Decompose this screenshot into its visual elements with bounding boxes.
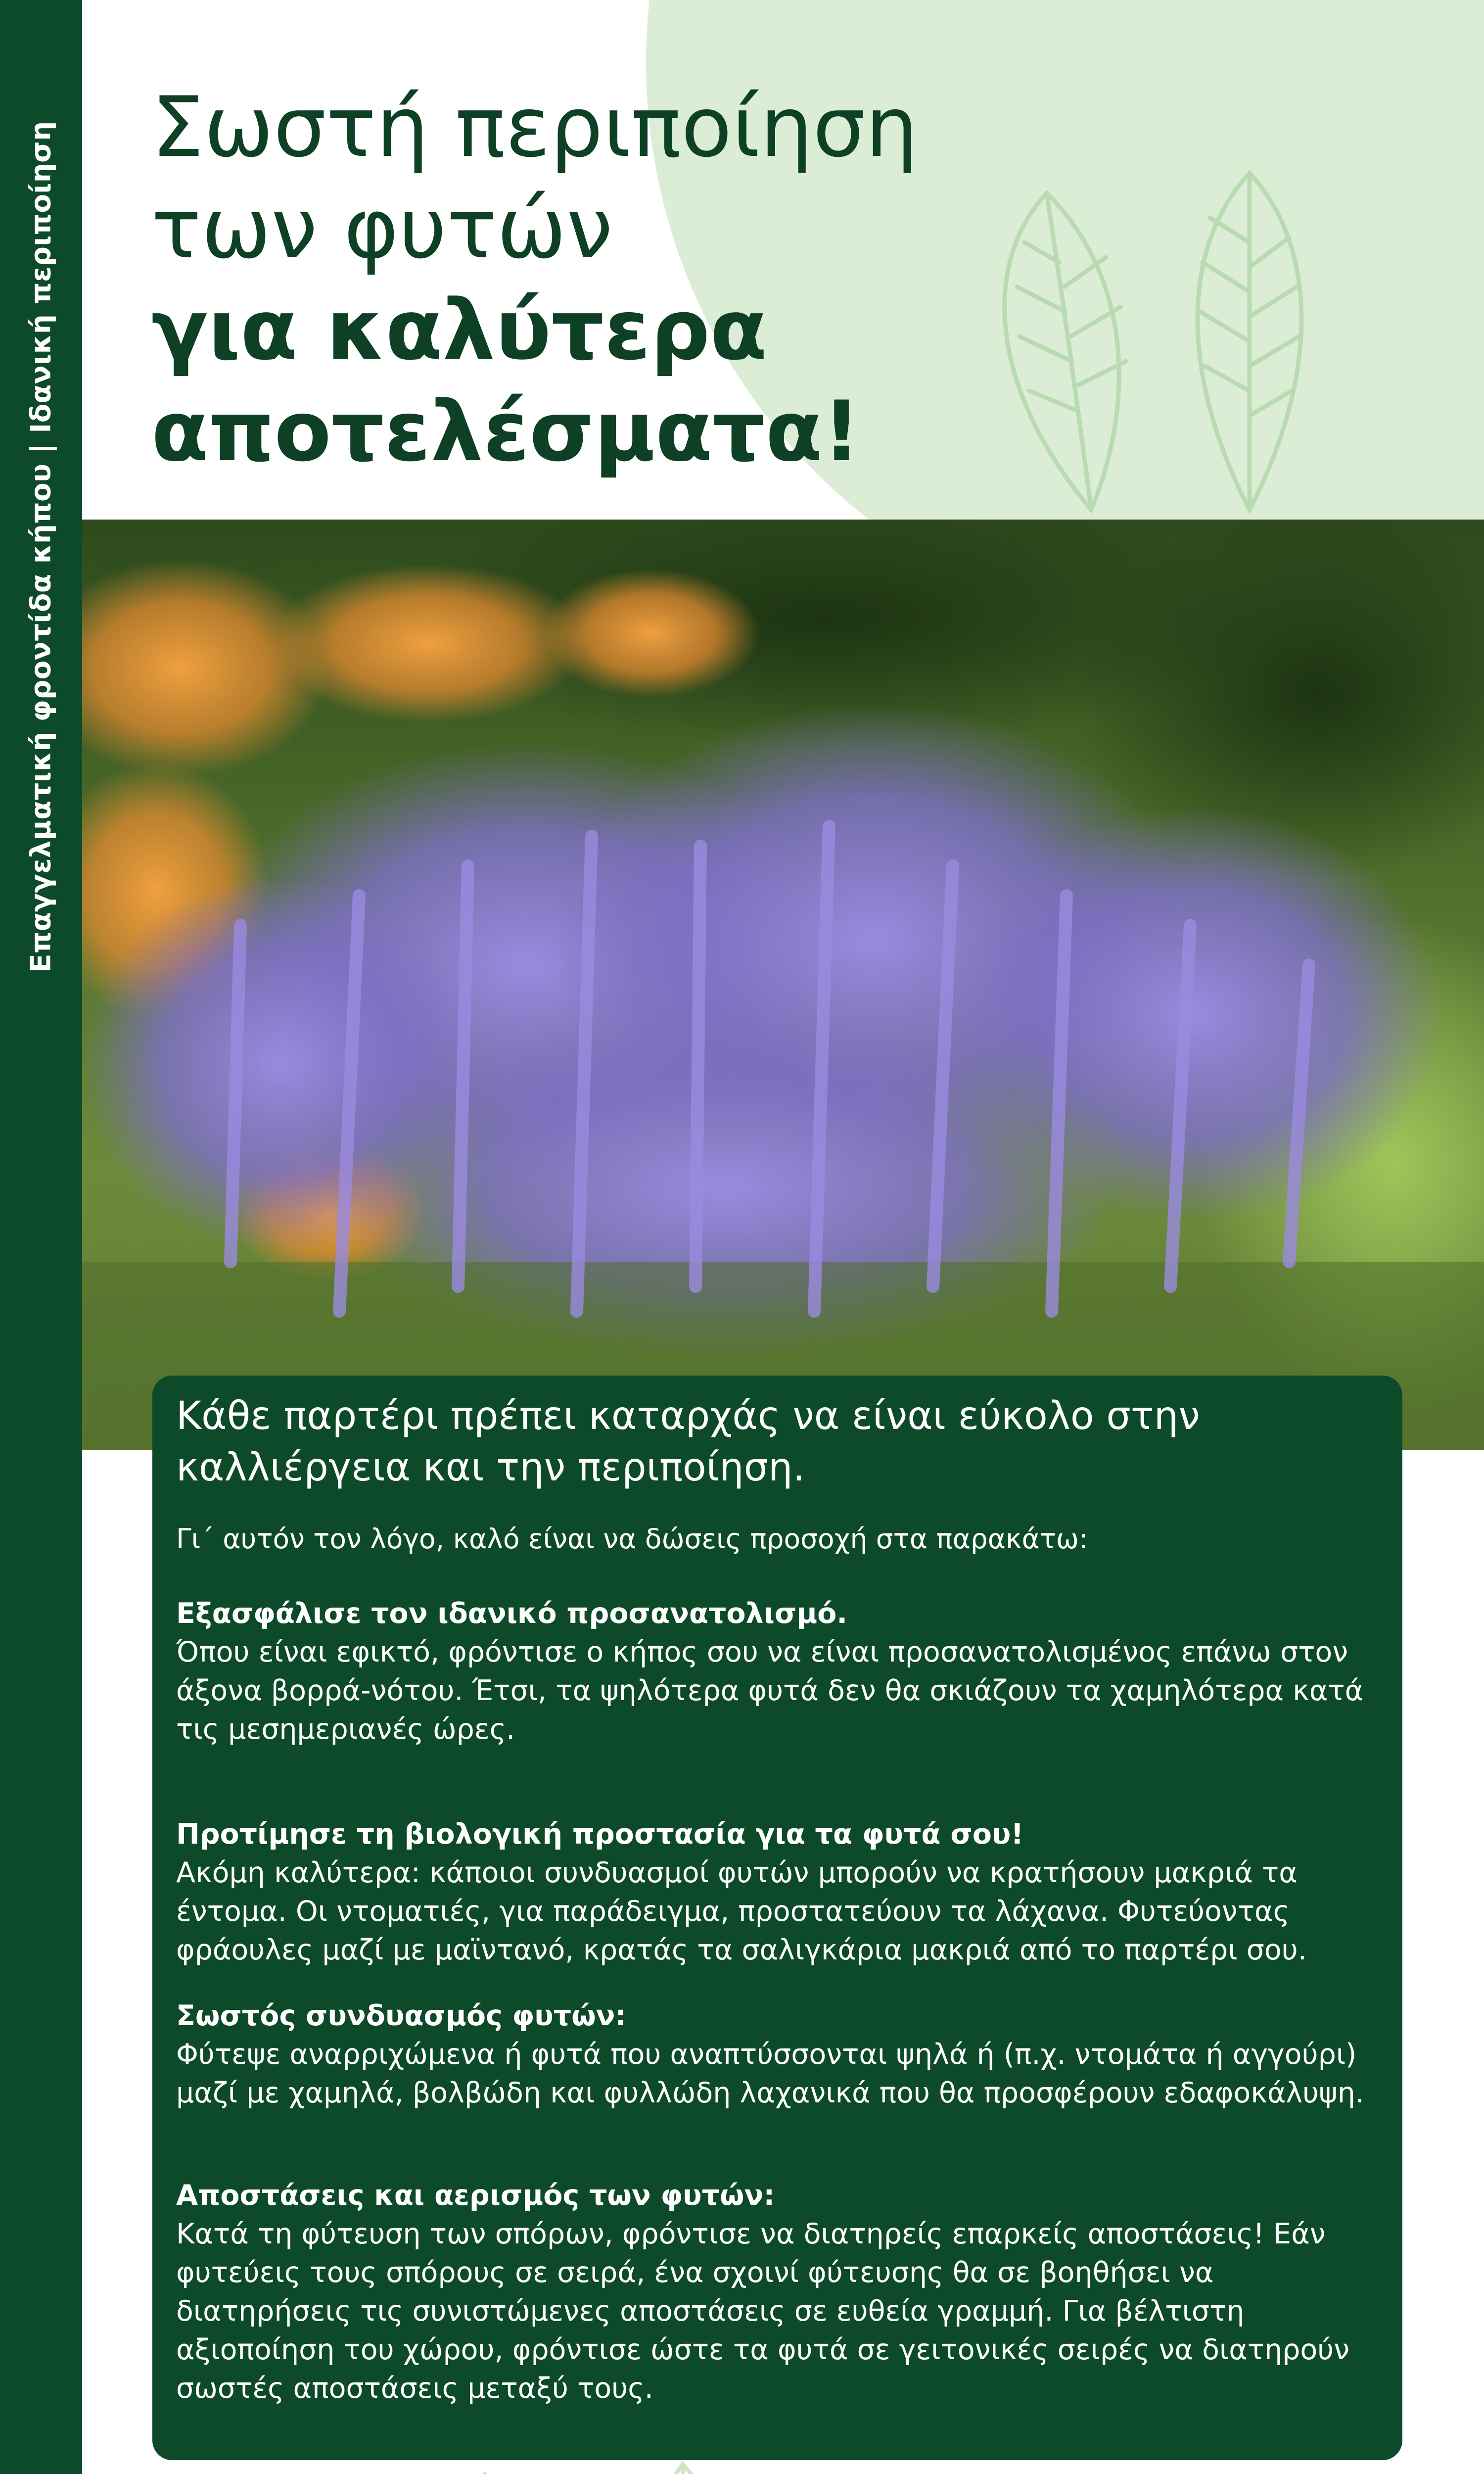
- flower-photo: [82, 520, 1484, 1450]
- sidebar-vertical-text: Επαγγελματική φροντίδα κήπου | Ιδανική περιποίηση: [25, 121, 57, 973]
- section-body: Κατά τη φύτευση των σπόρων, φρόντισε να διατηρείς επαρκείς αποστάσεις! Εάν φυτεύεις τους σπόρους σε σειρά, ένα σχοινί φύτευσης θα σε βοηθήσει να διατηρήσεις τις συνιστώμενες αποστάσεις σε ευθεία γραμμή. Για βέλτιστη αξιοποίηση του χώρου, φρόντισε ώστε τα φυτά σε γειτονικές σειρές να διατηρούν σωστές αποστάσεις μεταξύ τους.: [176, 2218, 1350, 2405]
- title-line-2: των φυτών: [151, 180, 613, 277]
- section-plant-combination: [176, 1997, 1383, 2112]
- title-line-1: Σωστή περιποίηση: [151, 79, 918, 176]
- sidebar-band: [0, 0, 82, 2474]
- info-card: [152, 1376, 1402, 2460]
- section-body: Ακόμη καλύτερα: κάποιοι συνδυασμοί φυτών μπορούν να κρατήσουν μακριά τα έντομα. Οι ντοματιές, για παράδειγμα, προστατεύουν τα λάχανα. Φυτεύοντας φράουλες μαζί με μαϊντανό, κρατάς τα σαλιγκάρια μακριά από το παρτέρι σου.: [176, 1856, 1307, 1966]
- title-line-3: για καλύτερα: [151, 282, 767, 379]
- section-bio-protection: [176, 1815, 1383, 1969]
- section-heading: Σωστός συνδυασμός φυτών:: [176, 1999, 627, 2032]
- title-line-4: αποτελέσματα!: [151, 383, 861, 480]
- page-title: [151, 77, 918, 482]
- section-body: Όπου είναι εφικτό, φρόντισε ο κήπος σου να είναι προσανατολισμένος επάνω στον άξονα βορρά-νότου. Έτσι, τα ψηλότερα φυτά δεν θα σκιάζουν τα χαμηλότερα κατά τις μεσημεριανές ώρες.: [176, 1636, 1364, 1746]
- card-lead: Κάθε παρτέρι πρέπει καταρχάς να είναι εύκολο στην καλλιέργεια και την περιποίηση.: [176, 1394, 1200, 1490]
- section-spacing: [176, 2176, 1383, 2408]
- section-heading: Προτίμησε τη βιολογική προστασία για τα φυτά σου!: [176, 1818, 1024, 1851]
- section-body: Φύτεψε αναρριχώμενα ή φυτά που αναπτύσσονται ψηλά ή (π.χ. ντομάτα ή αγγούρι) μαζί με χαμηλά, βολβώδη και φυλλώδη λαχανικά που θα προσφέρουν εδαφοκάλυψη.: [176, 2038, 1364, 2109]
- leaf-outline-icon: [973, 163, 1348, 520]
- leaf-outline-icon: [425, 2454, 1118, 2474]
- section-orientation: [176, 1594, 1383, 1749]
- card-intro: Γι΄ αυτόν τον λόγο, καλό είναι να δώσεις προσοχή στα παρακάτω:: [176, 1523, 1088, 1555]
- section-heading: Αποστάσεις και αερισμός των φυτών:: [176, 2179, 775, 2212]
- section-heading: Εξασφάλισε τον ιδανικό προσανατολισμό.: [176, 1597, 847, 1630]
